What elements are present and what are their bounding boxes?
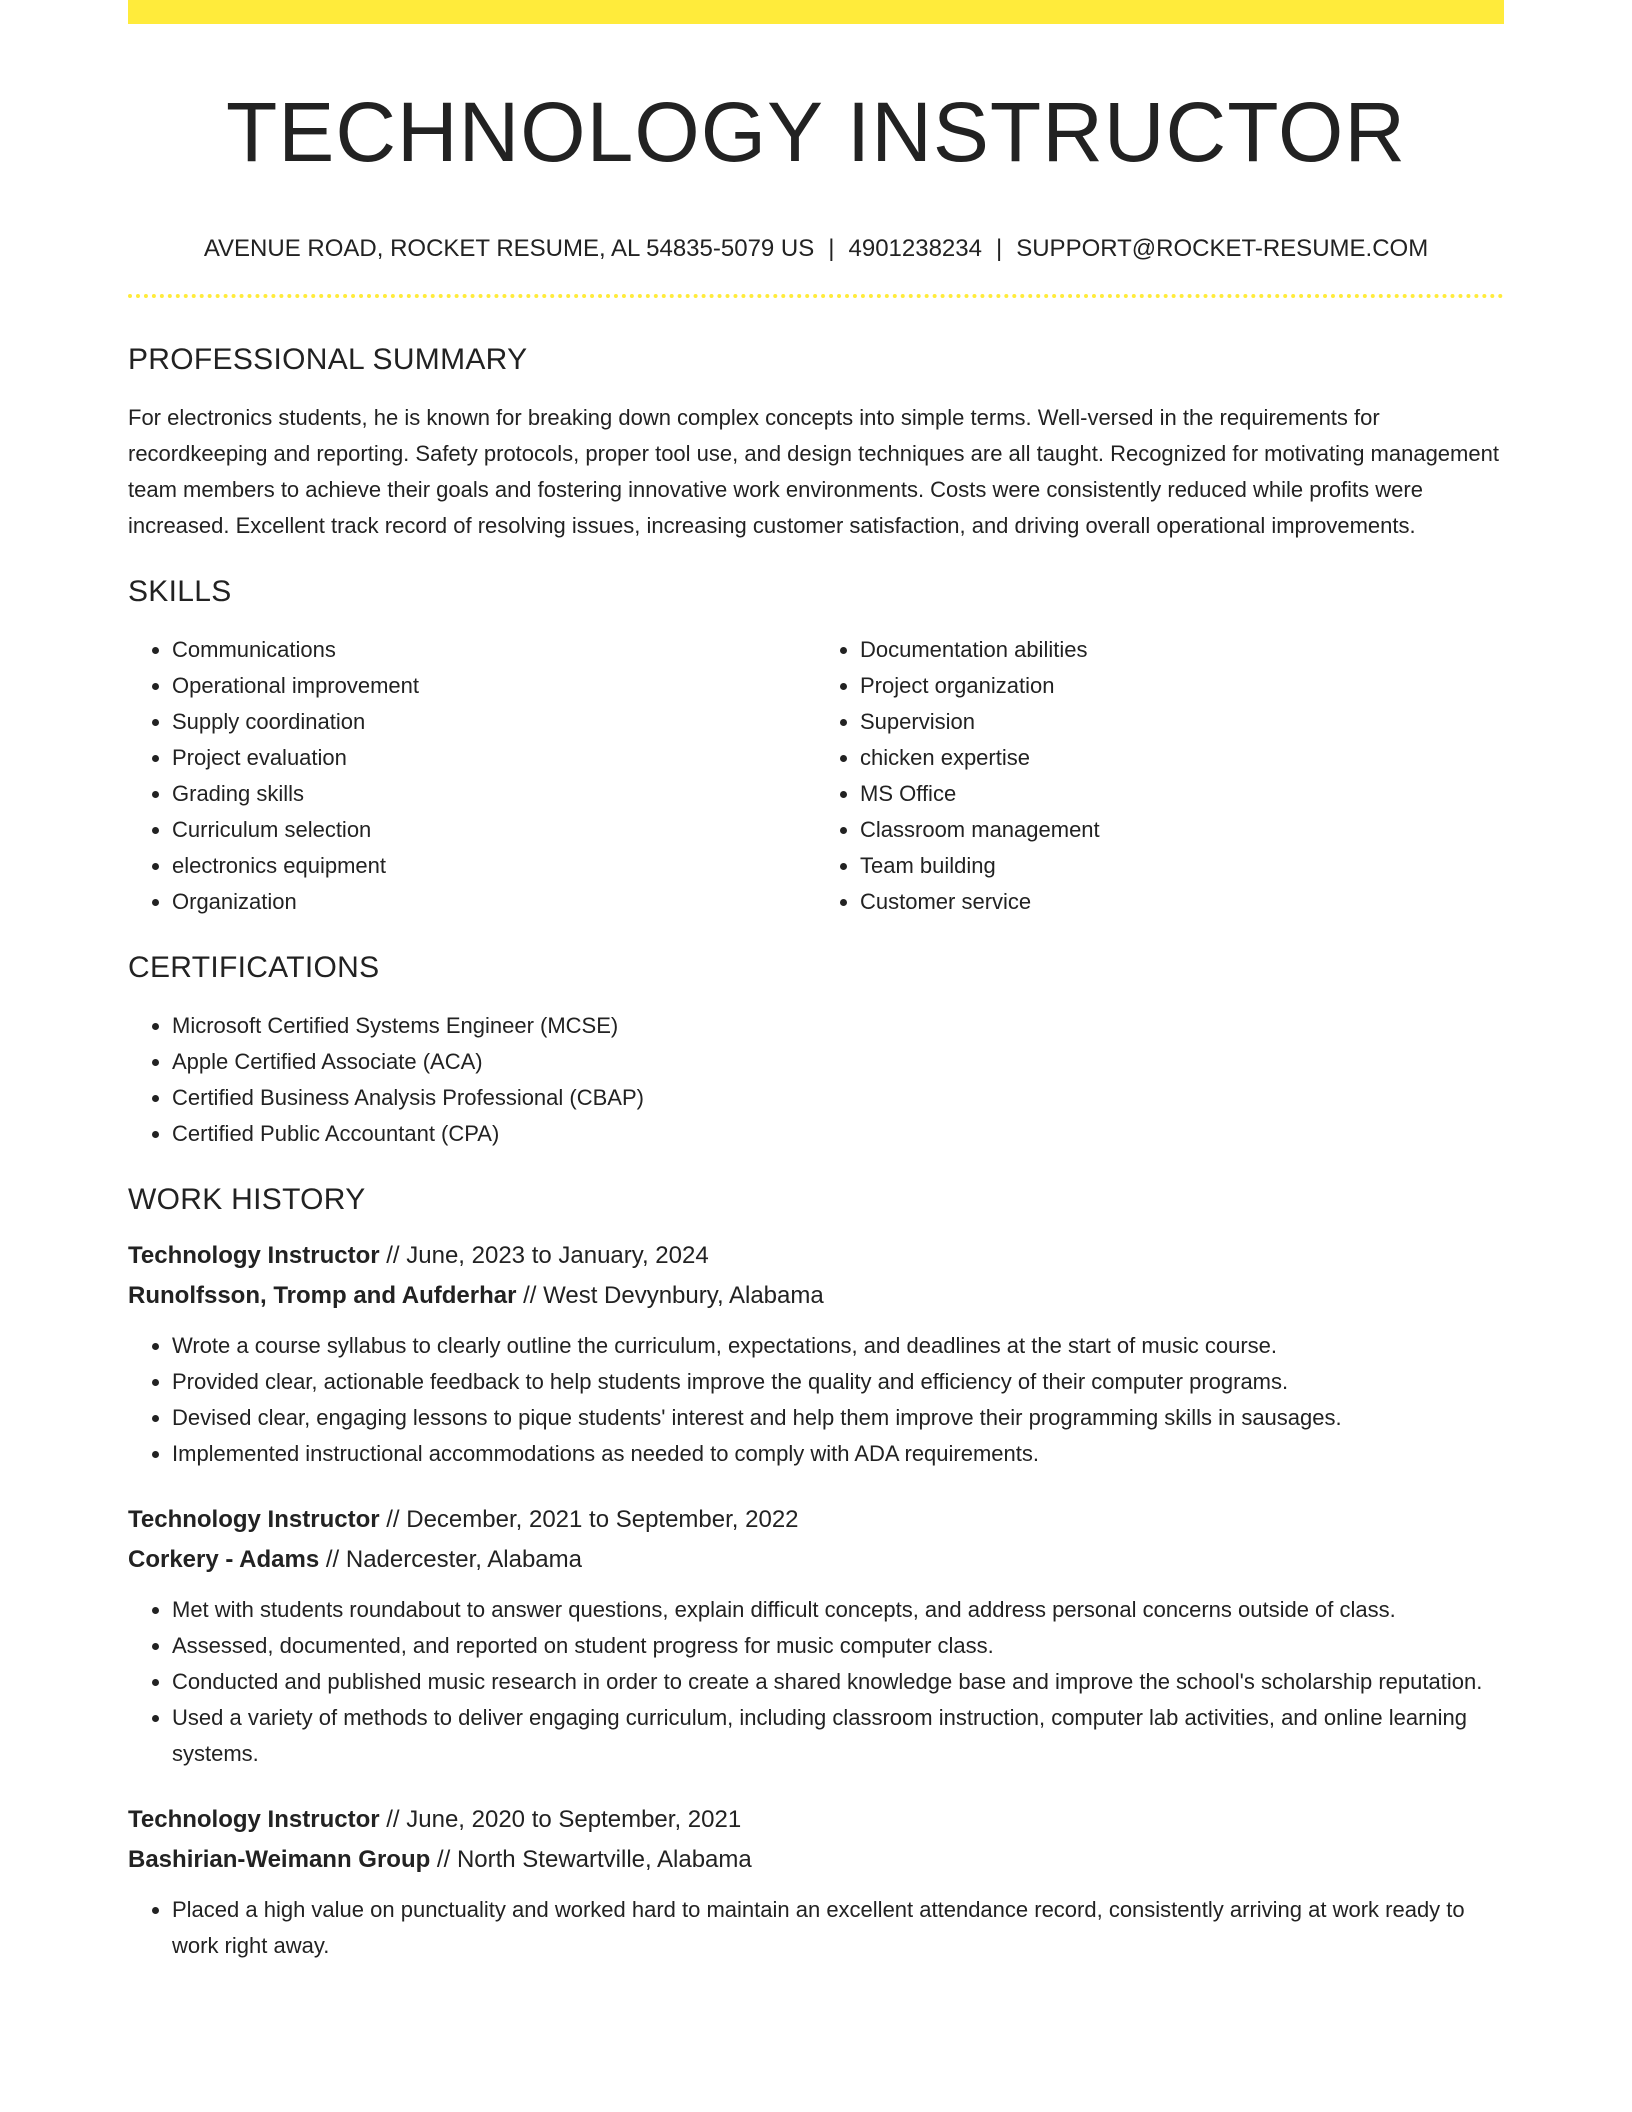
job-entry xyxy=(128,1500,1504,1772)
resume-page xyxy=(128,0,1504,1964)
skill-item: • Curriculum selection xyxy=(172,812,816,848)
contact-separator: | xyxy=(828,235,835,262)
certification-item: • Certified Public Accountant (CPA) xyxy=(172,1116,1504,1152)
job-company-line xyxy=(128,1540,1504,1580)
job-dates: // December, 2021 to September, 2022 xyxy=(379,1506,799,1533)
skill-item: • MS Office xyxy=(860,776,1504,812)
job-location: // Nadercester, Alabama xyxy=(319,1546,582,1573)
top-accent-bar xyxy=(128,0,1504,24)
job-company: Bashirian-Weimann Group xyxy=(128,1846,431,1873)
job-title-line xyxy=(128,1236,1504,1276)
job-bullet: • Conducted and published music research in order to create a shared knowledge base and improve the school's scholarship reputation. xyxy=(172,1664,1504,1700)
skill-item: • Customer service xyxy=(860,884,1504,920)
skills-heading: SKILLS xyxy=(128,575,232,608)
job-bullet: • Met with students roundabout to answer questions, explain difficult concepts, and address personal concerns outside of class. xyxy=(172,1592,1504,1628)
skill-item: • Operational improvement xyxy=(172,668,816,704)
job-dates: // June, 2020 to September, 2021 xyxy=(379,1806,742,1833)
job-bullet: • Assessed, documented, and reported on student progress for music computer class. xyxy=(172,1628,1504,1664)
certifications-list xyxy=(128,1008,1504,1152)
skill-item: • electronics equipment xyxy=(172,848,816,884)
certifications-heading: CERTIFICATIONS xyxy=(128,951,380,984)
contact-address: AVENUE ROAD, ROCKET RESUME, AL 54835-5079 US xyxy=(203,235,815,262)
work-history-heading: WORK HISTORY xyxy=(128,1183,366,1216)
job-title-line xyxy=(128,1500,1504,1540)
skill-item: • Documentation abilities xyxy=(860,632,1504,668)
header-divider xyxy=(128,294,1504,298)
skill-item: • chicken expertise xyxy=(860,740,1504,776)
skill-item: • Communications xyxy=(172,632,816,668)
skill-item: • Project evaluation xyxy=(172,740,816,776)
job-bullet: • Placed a high value on punctuality and worked hard to maintain an excellent attendance record, consistently arriving at work ready to work right away. xyxy=(172,1892,1504,1964)
job-company-line xyxy=(128,1276,1504,1316)
skills-grid xyxy=(128,632,1504,920)
certification-item: • Certified Business Analysis Professional (CBAP) xyxy=(172,1080,1504,1116)
summary-text: For electronics students, he is known for breaking down complex concepts into simple terms. Well-versed in the requirements for recordkeeping and reporting. Safety protocols, proper tool use, and design techniques are all taught. Recognized for motivating management team members to achieve their goals and fostering innovative work environments. Costs were consistently reduced while profits were increased. Excellent track record of resolving issues, increasing customer satisfaction, and driving overall operational improvements. xyxy=(128,405,1499,538)
job-bullet: • Wrote a course syllabus to clearly outline the curriculum, expectations, and deadlines at the start of music course. xyxy=(172,1328,1504,1364)
certification-item: • Microsoft Certified Systems Engineer (MCSE) xyxy=(172,1008,1504,1044)
resume-name: TECHNOLOGY INSTRUCTOR xyxy=(225,85,1407,179)
job-entry xyxy=(128,1800,1504,1964)
skills-left-list xyxy=(128,632,816,920)
job-company: Corkery - Adams xyxy=(128,1546,320,1573)
job-role: Technology Instructor xyxy=(128,1506,380,1533)
job-bullet: • Used a variety of methods to deliver engaging curriculum, including classroom instruction, computer lab activities, and online learning systems. xyxy=(172,1700,1504,1772)
contact-phone: 4901238234 xyxy=(848,235,982,262)
job-bullets xyxy=(128,1592,1504,1772)
job-role: Technology Instructor xyxy=(128,1242,380,1269)
job-bullet: • Implemented instructional accommodations as needed to comply with ADA requirements. xyxy=(172,1436,1504,1472)
skill-item: • Organization xyxy=(172,884,816,920)
contact-email: SUPPORT@ROCKET-RESUME.COM xyxy=(1016,235,1429,262)
skills-right-list xyxy=(816,632,1504,920)
skill-item: • Classroom management xyxy=(860,812,1504,848)
contact-separator: | xyxy=(995,235,1003,262)
job-company-line xyxy=(128,1840,1504,1880)
certification-item: • Apple Certified Associate (ACA) xyxy=(172,1044,1504,1080)
job-dates: // June, 2023 to January, 2024 xyxy=(379,1242,709,1269)
job-company: Runolfsson, Tromp and Aufderhar xyxy=(128,1282,517,1309)
job-bullet: • Devised clear, engaging lessons to pique students' interest and help them improve their programming skills in sausages. xyxy=(172,1400,1504,1436)
skill-item: • Project organization xyxy=(860,668,1504,704)
job-role: Technology Instructor xyxy=(128,1806,380,1833)
job-location: // North Stewartville, Alabama xyxy=(430,1846,752,1873)
job-bullets xyxy=(128,1892,1504,1964)
skill-item: • Grading skills xyxy=(172,776,816,812)
skill-item: • Team building xyxy=(860,848,1504,884)
skill-item: • Supply coordination xyxy=(172,704,816,740)
job-title-line xyxy=(128,1800,1504,1840)
job-bullet: • Provided clear, actionable feedback to help students improve the quality and efficiency of their computer programs. xyxy=(172,1364,1504,1400)
job-bullets xyxy=(128,1328,1504,1472)
skill-item: • Supervision xyxy=(860,704,1504,740)
summary-heading: PROFESSIONAL SUMMARY xyxy=(128,343,528,376)
job-location: // West Devynbury, Alabama xyxy=(516,1282,824,1309)
job-entry xyxy=(128,1236,1504,1472)
contact-line xyxy=(128,234,1504,264)
